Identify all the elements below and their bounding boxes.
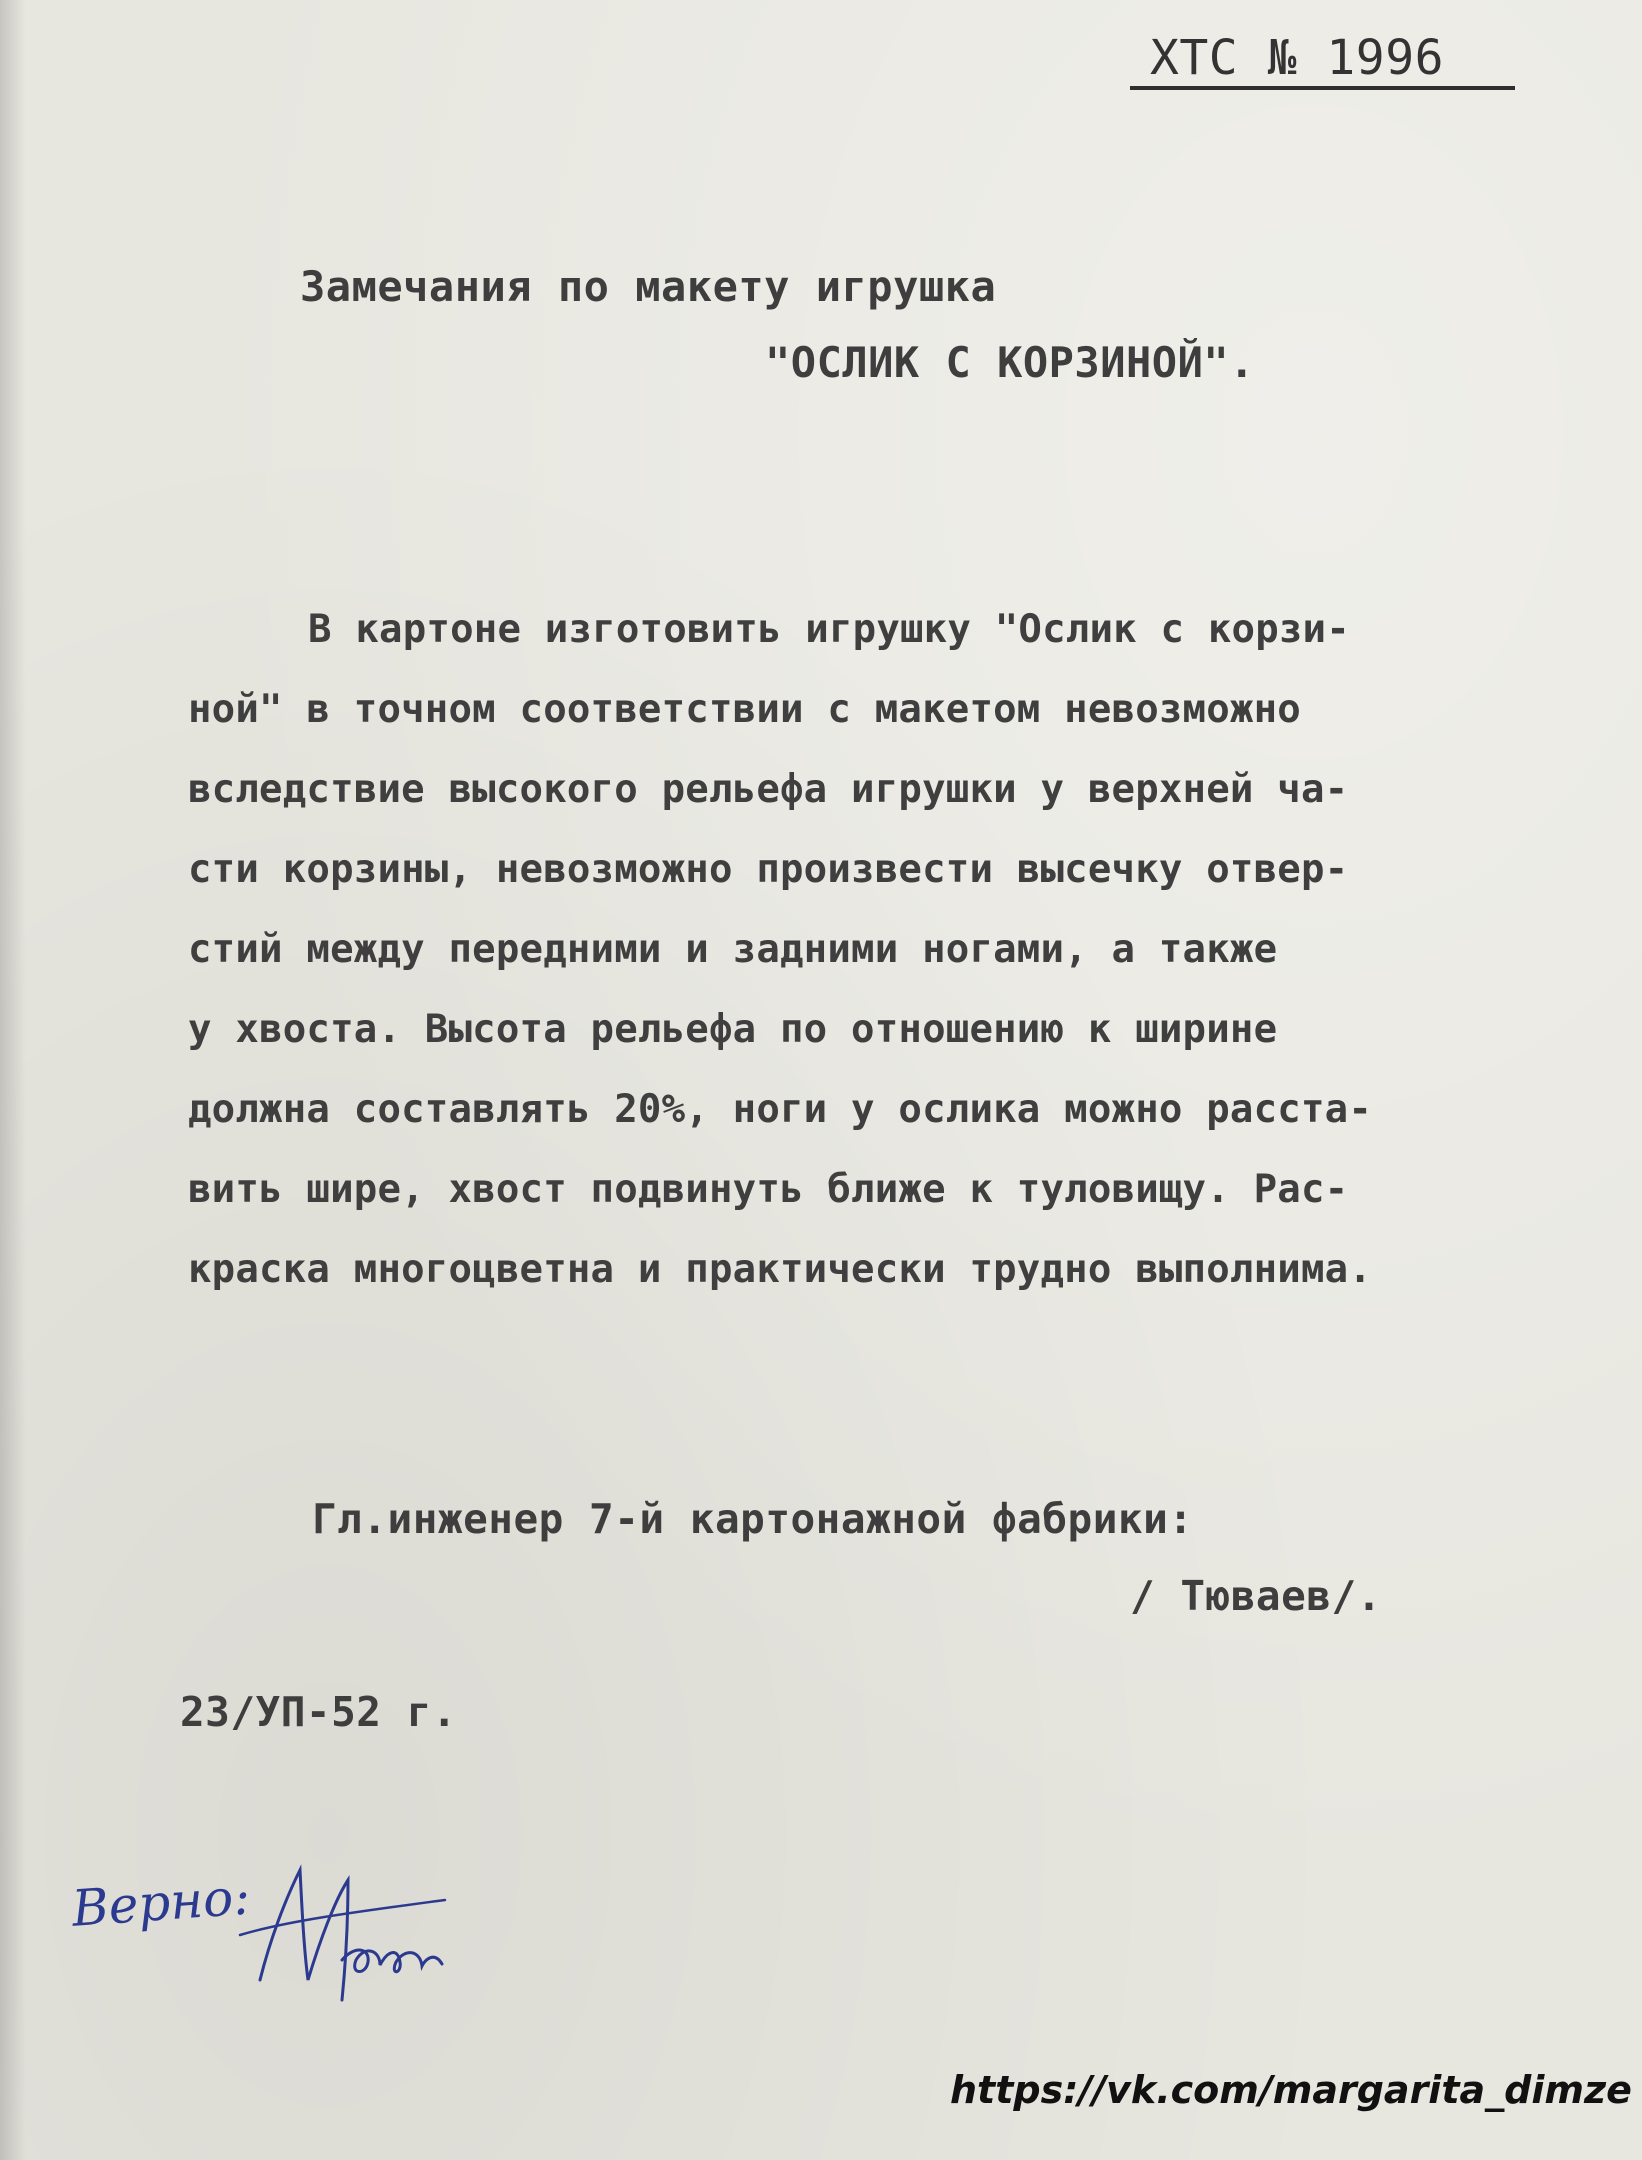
body-line: стий между передними и задними ногами, а также bbox=[188, 927, 1278, 972]
body-line: у хвоста. Высота рельефа по отношению к ширине bbox=[188, 1007, 1278, 1052]
body-line: вследствие высокого рельефа игрушки у верхней ча- bbox=[188, 767, 1349, 812]
document-heading-line2: "ОСЛИК С КОРЗИНОЙ". bbox=[765, 338, 1255, 387]
document-number-underline bbox=[1130, 86, 1515, 90]
document-date: 23/УП-52 г. bbox=[180, 1688, 458, 1736]
signature-title: Гл.инженер 7-й картонажной фабрики: bbox=[312, 1495, 1194, 1543]
body-line: сти корзины, невозможно произвести высечку отвер- bbox=[188, 847, 1349, 892]
body-line: краска многоцветна и практически трудно выполнима. bbox=[188, 1247, 1372, 1292]
body-line: должна составлять 20%, ноги у ослика можно расста- bbox=[188, 1087, 1372, 1132]
signatory-name: / Тюваев/. bbox=[1130, 1572, 1382, 1620]
document-number: ХТС № 1996 bbox=[1150, 30, 1444, 86]
handwritten-signature bbox=[230, 1840, 450, 2010]
document-heading-line1: Замечания по макету игрушка bbox=[300, 262, 997, 311]
source-watermark: https://vk.com/margarita_dimze bbox=[950, 2068, 1632, 2112]
body-line: ной" в точном соответствии с макетом невозможно bbox=[188, 687, 1301, 732]
body-line: вить шире, хвост подвинуть ближе к туловищу. Рас- bbox=[188, 1167, 1349, 1212]
document-body bbox=[188, 590, 1528, 1310]
page-edge-shadow bbox=[0, 0, 26, 2160]
body-line: В картоне изготовить игрушку "Ослик с корзи- bbox=[308, 607, 1350, 652]
handwritten-certification: Верно: bbox=[70, 1867, 252, 1938]
